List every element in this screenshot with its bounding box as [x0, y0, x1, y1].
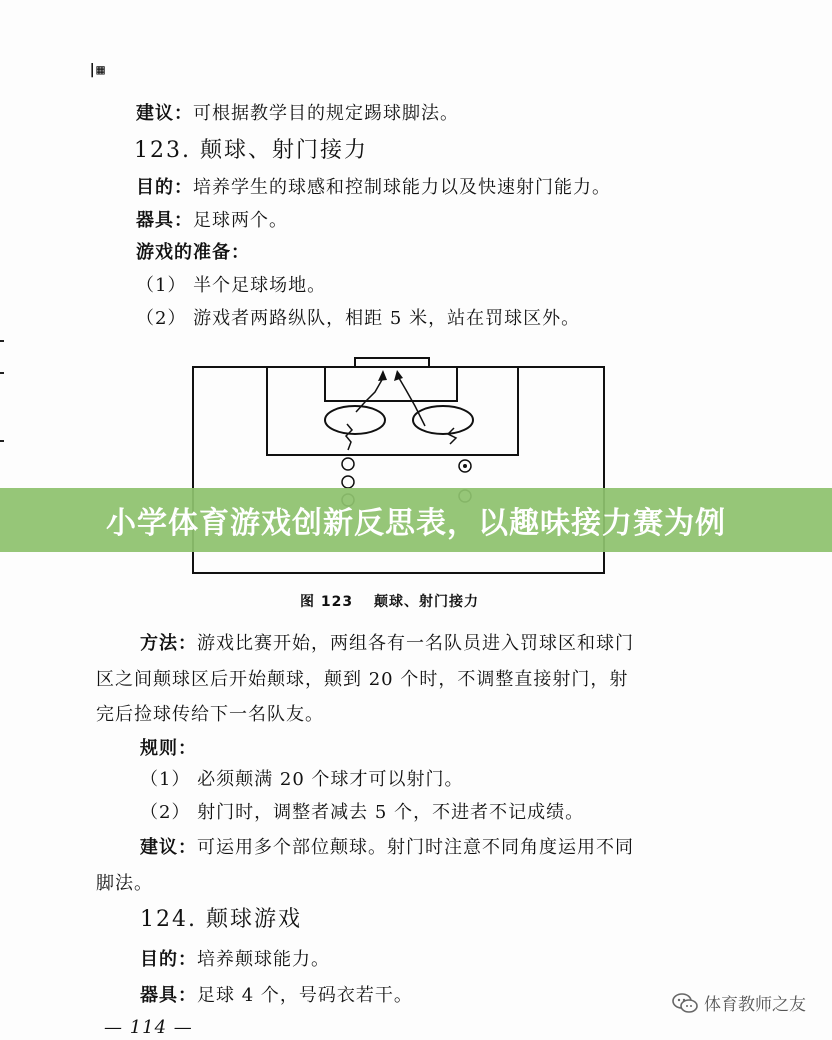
wechat-icon: [672, 992, 698, 1014]
next-equipment-line: [140, 984, 413, 1008]
purpose-text: 培养学生的球感和控制球能力以及快速射门能力。: [193, 177, 611, 198]
next-equipment-label: 器具：: [140, 985, 197, 1006]
dribble-path-left: [346, 424, 352, 450]
method-label: 方法：: [140, 633, 197, 654]
equipment-text: 足球两个。: [193, 210, 288, 231]
next-purpose-label: 目的：: [140, 949, 197, 970]
watermark-text: 体育教师之友: [704, 995, 806, 1015]
player-right-1-dot: [463, 464, 467, 468]
player-left-2: [342, 476, 354, 488]
juggle-zone-left: [325, 406, 385, 434]
suggestion2-line-1: [140, 836, 634, 860]
section-heading-124: 124. 颠球游戏: [140, 907, 302, 932]
banner-title: 小学体育游戏创新反思表，以趣味接力赛为例: [106, 506, 726, 541]
method-line-1: [140, 632, 634, 656]
header-mark: |▦: [88, 62, 105, 78]
method-text-1: 游戏比赛开始，两组各有一名队员进入罚球区和球门: [197, 633, 634, 654]
purpose-label: 目的：: [136, 177, 193, 198]
prep-item-1: （1） 半个足球场地。: [136, 275, 327, 296]
equipment-label: 器具：: [136, 210, 193, 231]
edge-tick: [0, 372, 4, 374]
player-left-1: [342, 458, 354, 470]
edge-tick: [0, 340, 4, 342]
rule-item-1: （1） 必须颠满 20 个球才可以射门。: [140, 769, 464, 790]
suggestion-text: 可根据教学目的规定踢球脚法。: [193, 103, 459, 124]
watermark: [672, 990, 806, 1015]
edge-tick: [0, 440, 4, 442]
rules-label: 规则：: [140, 738, 197, 759]
suggestion2-label: 建议：: [140, 837, 197, 858]
method-line-2: 区之间颠球区后开始颠球，颠到 20 个时，不调整直接射门，射: [96, 669, 629, 690]
rule-item-2: （2） 射门时，调整者减去 5 个，不进者不记成绩。: [140, 802, 585, 823]
purpose-line: [136, 176, 611, 200]
suggestion2-text-1: 可运用多个部位颠球。射门时注意不同角度运用不同: [197, 837, 634, 858]
dribble-path-right: [448, 428, 456, 444]
next-purpose-text: 培养颠球能力。: [197, 949, 330, 970]
method-line-3: 完后捡球传给下一名队友。: [96, 704, 324, 725]
prep-item-2: （2） 游戏者两路纵队，相距 5 米，站在罚球区外。: [136, 308, 581, 329]
arrowhead-right: [394, 370, 403, 381]
goal: [355, 358, 429, 367]
figure-caption: 图 123 颠球、射门接力: [300, 594, 479, 610]
preparation-label: 游戏的准备：: [136, 242, 250, 263]
suggestion-label: 建议：: [136, 103, 193, 124]
title-banner: [0, 488, 832, 552]
page-number: — 114 —: [104, 1017, 193, 1038]
goal-area: [325, 367, 457, 401]
next-purpose-line: [140, 948, 330, 972]
equipment-line: [136, 209, 288, 233]
suggestion2-line-2: 脚法。: [96, 873, 153, 894]
penalty-area: [267, 367, 518, 455]
arrowhead-left: [378, 370, 387, 381]
section-heading-123: 123. 颠球、射门接力: [134, 138, 368, 163]
suggestion-line: [136, 102, 459, 126]
next-equipment-text: 足球 4 个，号码衣若干。: [197, 985, 413, 1006]
